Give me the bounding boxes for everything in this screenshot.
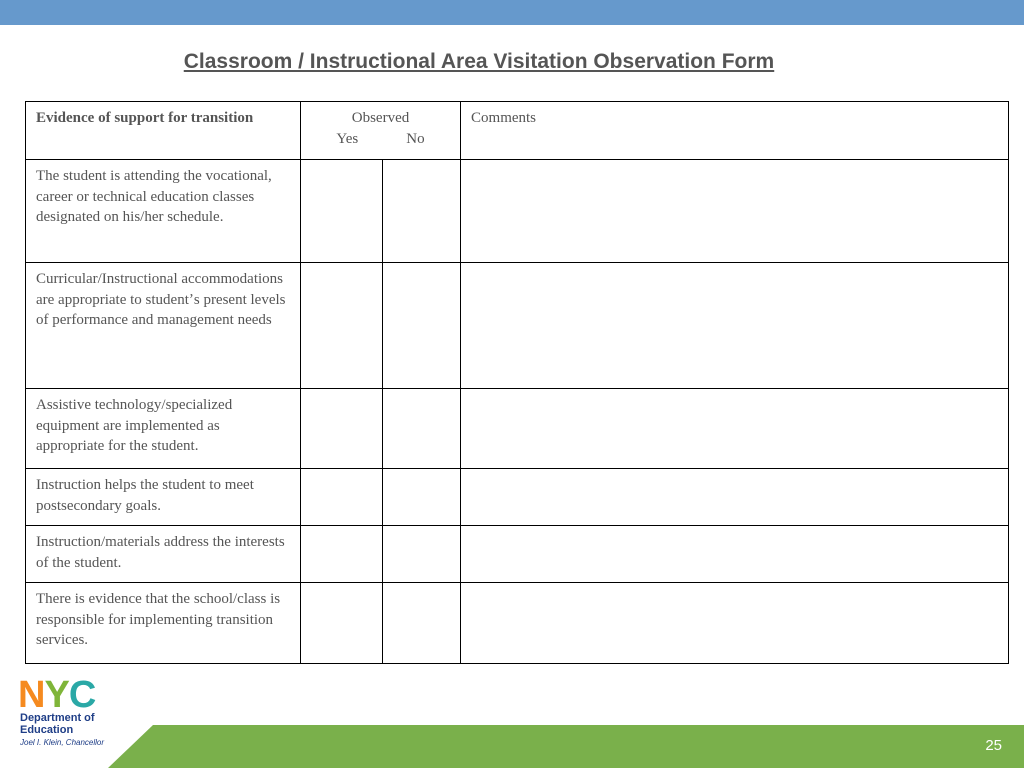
department-name	[20, 712, 95, 736]
comments-cell[interactable]	[461, 160, 1009, 263]
header-no: No	[406, 130, 425, 147]
comments-cell[interactable]	[461, 263, 1009, 389]
yes-cell[interactable]	[301, 526, 383, 583]
department-line-2: Education	[20, 724, 74, 736]
header-evidence: Evidence of support for transition	[26, 102, 301, 160]
table-header-row	[26, 102, 1009, 160]
comments-cell[interactable]	[461, 389, 1009, 469]
yes-cell[interactable]	[301, 263, 383, 389]
nyc-logo-letter: N	[18, 675, 45, 711]
header-observed-label: Observed	[351, 110, 410, 126]
evidence-cell: Assistive technology/specialized equipment are implemented as appropriate for the student.	[26, 389, 301, 469]
chancellor-line: Joel I. Klein, Chancellor	[20, 738, 105, 747]
evidence-cell: Instruction helps the student to meet postsecondary goals.	[26, 469, 301, 526]
evidence-cell: Instruction/materials address the interests of the student.	[26, 526, 301, 583]
no-cell[interactable]	[383, 526, 461, 583]
page-number: 25	[985, 737, 1002, 754]
yes-cell[interactable]	[301, 389, 383, 469]
table-row	[26, 389, 1009, 469]
yes-cell[interactable]	[301, 583, 383, 664]
department-line-1: Department of	[20, 712, 95, 724]
comments-cell[interactable]	[461, 583, 1009, 664]
footer-banner	[0, 725, 1024, 768]
evidence-cell: There is evidence that the school/class is responsible for implementing transition services.	[26, 583, 301, 664]
table-row	[26, 263, 1009, 389]
header-observed	[301, 102, 461, 160]
page-title: Classroom / Instructional Area Visitation Observation Form	[183, 50, 775, 73]
no-cell[interactable]	[383, 583, 461, 664]
no-cell[interactable]	[383, 389, 461, 469]
no-cell[interactable]	[383, 469, 461, 526]
comments-cell[interactable]	[461, 469, 1009, 526]
table-row	[26, 160, 1009, 263]
top-banner	[0, 0, 1024, 25]
table-row	[26, 526, 1009, 583]
nyc-logo-letter: Y	[44, 675, 69, 711]
table-row	[26, 469, 1009, 526]
no-cell[interactable]	[383, 160, 461, 263]
nyc-logo-icon	[18, 675, 128, 711]
header-comments: Comments	[461, 102, 1009, 160]
header-yes-no	[311, 129, 450, 150]
comments-cell[interactable]	[461, 526, 1009, 583]
header-yes: Yes	[336, 130, 359, 147]
nyc-logo-text	[18, 675, 96, 711]
evidence-cell: The student is attending the vocational, career or technical education classes designated on his/her schedule.	[26, 160, 301, 263]
footer-green-band	[108, 725, 1024, 768]
yes-cell[interactable]	[301, 160, 383, 263]
table-row	[26, 583, 1009, 664]
observation-form-table	[25, 101, 1009, 664]
yes-cell[interactable]	[301, 469, 383, 526]
evidence-cell: Curricular/Instructional accommodations are appropriate to studentʼs present levels of performance and management needs	[26, 263, 301, 389]
no-cell[interactable]	[383, 263, 461, 389]
nyc-logo-letter: C	[68, 675, 96, 711]
